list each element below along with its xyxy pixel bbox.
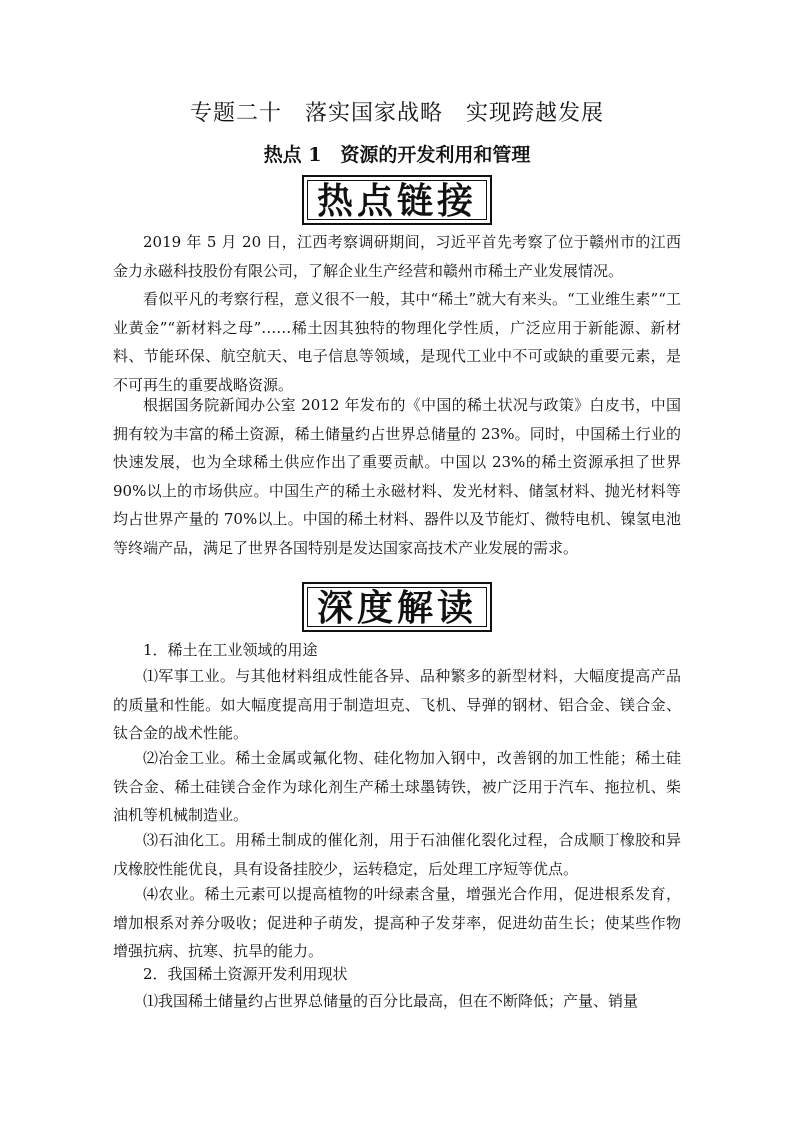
section-heading-label: 热点链接 bbox=[316, 180, 477, 222]
paragraph: 根据国务院新闻办公室 2012 年发布的《中国的稀土状况与政策》白皮书，中国拥有较为丰富的稀土资源，稀土储量约占世界总储量的 23%。同时，中国稀土行业的快速发展，也为全球稀土供应作出了重要贡献。中国以 23%的稀土资源承担了世界 90%以上的市场供应。中国生产的稀土永磁材料、发光材料、储氢材料、抛光材料等均占世界产量的 70%以上。中国的稀土材料、器件以及节能灯、微特电机、镍氢电池等终端产品，满足了世界各国特别是发达国家高技术产业发展的需求。 bbox=[113, 396, 681, 557]
section-heading-hot-links bbox=[302, 175, 492, 225]
page-subtitle: 热点 1 资源的开发利用和管理 bbox=[263, 144, 531, 166]
paragraph: 看似平凡的考察行程，意义很不一般，其中“稀土”就大有来头。“工业维生素”“工业黄金”“新材料之母”……稀土因其独特的物理化学性质，广泛应用于新能源、新材料、节能环保、航空航天、电子信息等领域，是现代工业中不可或缺的重要元素，是不可再生的重要战略资源。 bbox=[113, 290, 681, 394]
list-item: ⑷农业。稀土元素可以提高植物的叶绿素含量，增强光合作用，促进根系发育，增加根系对养分吸收；促进种子萌发，提高种子发芽率，促进幼苗生长；使某些作物增强抗病、抗寒、抗旱的能力。 bbox=[113, 885, 681, 960]
list-item: ⑴我国稀土储量约占世界总储量的百分比最高，但在不断降低；产量、销量 bbox=[143, 992, 639, 1010]
list-item: ⑵冶金工业。稀土金属或氟化物、硅化物加入钢中，改善钢的加工性能；稀土硅铁合金、稀土硅镁合金作为球化剂生产稀土球墨铸铁，被广泛用于汽车、拖拉机、柴油机等机械制造业。 bbox=[113, 749, 681, 824]
section-heading-deep-reading bbox=[302, 582, 492, 632]
page-title: 专题二十 落实国家战略 实现跨越发展 bbox=[189, 101, 604, 126]
subheading-status: 2．我国稀土资源开发利用现状 bbox=[143, 965, 348, 983]
list-item: ⑴军事工业。与其他材料组成性能各异、品种繁多的新型材料，大幅度提高产品的质量和性能。如大幅度提高用于制造坦克、飞机、导弹的钢材、铝合金、镁合金、钛合金的战术性能。 bbox=[113, 667, 681, 742]
section-heading-label: 深度解读 bbox=[316, 587, 477, 629]
paragraph: 2019 年 5 月 20 日，江西考察调研期间，习近平首先考察了位于赣州市的江西金力永磁科技股份有限公司，了解企业生产经营和赣州市稀土产业发展情况。 bbox=[113, 233, 681, 280]
subheading-uses: 1．稀土在工业领域的用途 bbox=[143, 641, 318, 659]
list-item: ⑶石油化工。用稀土制成的催化剂，用于石油催化裂化过程，合成顺丁橡胶和异戊橡胶性能优良，具有设备挂胶少，运转稳定，后处理工序短等优点。 bbox=[113, 831, 681, 878]
